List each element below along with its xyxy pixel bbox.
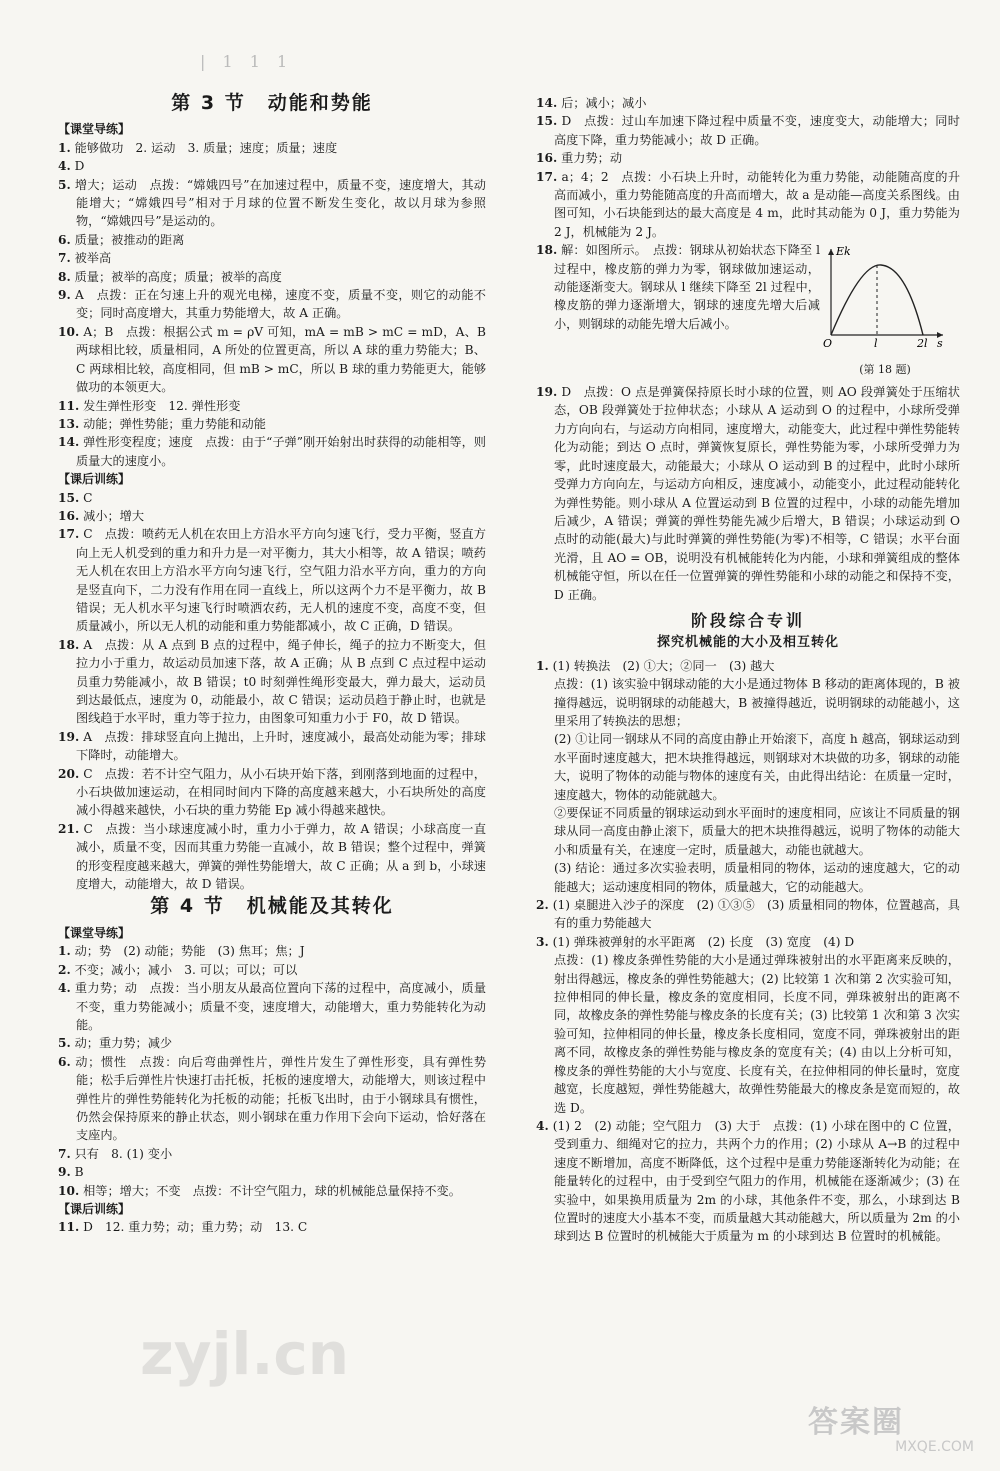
- site-logo: [808, 1397, 978, 1455]
- item-number: 16.: [58, 508, 80, 523]
- item-text: D 点拨：过山车加速下降过程中质量不变，速度变大，动能增大；同时高度下降，重力势能减小；故 D 正确。: [554, 114, 960, 147]
- ylabel-ek: Ek: [836, 245, 851, 259]
- item-number: 19.: [58, 729, 80, 744]
- item-number: 21.: [58, 821, 80, 836]
- answer-item: [58, 489, 486, 507]
- section3-name: 动能和势能: [267, 92, 373, 114]
- item-number: 7.: [58, 1146, 71, 1161]
- item-text: 发生弹性形变 12. 弹性形变: [83, 398, 241, 413]
- item-number: 16.: [536, 151, 558, 166]
- answer-item-19: [536, 383, 960, 604]
- tag-ketang: 【课堂导练】: [58, 122, 131, 137]
- item-text: 动；势 (2) 动能；势能 (3) 焦耳；焦；J: [74, 944, 305, 959]
- answer-item: [58, 268, 486, 286]
- answer-item: [58, 397, 486, 415]
- left-items-a: [58, 139, 486, 470]
- answer-item: [58, 433, 486, 470]
- answer-item: [58, 507, 486, 525]
- item-number: 11.: [58, 398, 80, 413]
- explanation-paragraph: ②要保证不同质量的钢球运动到水平面时的速度相同，应该让不同质量的钢球从同一高度由静止滚下，质量大的把木块推得越远，说明了物体的动能大小和质量有关，在速度一定时，质量越大，动能也就越大。: [554, 806, 960, 857]
- tag-ketang-2: 【课堂导练】: [58, 925, 131, 940]
- section4-number: 第 4 节: [150, 895, 225, 918]
- item-number: 15.: [536, 114, 558, 129]
- item-19-text: D 点拨：O 点是弹簧保持原长时小球的位置，则 AO 段弹簧处于压缩状态，OB 段弹簧处于拉伸状态；小球从 A 运动到 O 的过程中，小球所受弹力方向向右，与运动方向相同，速度增大，动能变大，此过程中弹性势能转化为动能；到达 O 点时，弹簧恢复原长，弹性势能为零，小球所受弹力为零，此时速度最大，动能最大；小球从 O 运动到 B 的过程中，此时小球所受弹力方向向左，与运动方向相反，速度减小，动能变小，此过程动能转化为弹性势能。则小球从 A 位置运动到 B 位置的过程中，小球的动能先增加后减少，A 错误；弹簧的弹性势能先减少后增大，B 错误；小球运动到 O 点时的动能(最大)与此时弹簧的弹性势能(为零)不相等，C 错误；水平台面光滑，且 AO = OB，说明没有机械能转化为内能，小球和弹簧组成的整体机械能守恒，所以在任一位置弹簧的弹性势能和小球的动能之和保持不变，D 正确。: [554, 385, 960, 602]
- answer-item-18: [536, 241, 960, 376]
- x-end-label: 2l: [917, 337, 928, 351]
- answer-item: [58, 1218, 486, 1236]
- answer-item: [536, 112, 960, 149]
- item-number: 10.: [58, 324, 80, 339]
- sub-title: 探究机械能的大小及相互转化: [656, 635, 839, 651]
- item-text: 减小；增大: [83, 508, 145, 523]
- item-text: A；B 点拨：根据公式 m = ρV 可知，mA = mB > mC = mD，A、B 两球相比较，质量相同，A 所处的位置更高，所以 A 球的重力势能大；B、C 两球相比较，高度相同，但 mB > mC，所以 B 球的重力势能更大，能够做功的本领更大。: [76, 324, 487, 395]
- tag-kehou: 【课后训练】: [58, 472, 131, 487]
- x-axis-label: s: [937, 337, 943, 351]
- item-number: 8.: [58, 269, 71, 284]
- explanation-paragraph: 点拨：(1) 橡皮条弹性势能的大小是通过弹珠被射出的水平距离来反映的，射出得越远，橡皮条的弹性势能越大；(2) 比较第 1 次和第 2 次实验可知，拉伸相同的伸长量，橡皮条的宽度相同，长度不同，弹珠被射出的距离不同，故橡皮条的弹性势能与橡皮条的长度有关；(3) 比较第 1 次和第 3 次实验可知，拉伸相同的伸长量，橡皮条长度相同，宽度不同，弹珠被射出的距离不同，故橡皮条的弹性势能与橡皮条的宽度有关；(4) 由以上分析可知，橡皮条的弹性势能的大小与宽度、长度有关，在拉伸相同的伸长量时，宽度越宽，长度越短，弹性势能越大，故弹性势能最大的橡皮条是宽而短的，故选 D。: [554, 953, 960, 1115]
- answer-item: [58, 820, 486, 894]
- item-number: 17.: [536, 169, 558, 184]
- item-number: 18.: [58, 637, 80, 652]
- item-text: 质量；被举的高度；质量；被举的高度: [74, 269, 282, 284]
- right-column: [536, 94, 960, 1246]
- item-text: 弹性形变程度；速度 点拨：由于“子弹”刚开始射出时获得的动能相等，则质量大的速度小。: [76, 435, 486, 468]
- section3-title: [58, 94, 486, 112]
- item-text: D 12. 重力势；动；重力势；动 13. C: [83, 1220, 308, 1235]
- answer-item: [536, 94, 960, 112]
- answer-item: [58, 323, 486, 397]
- explanation-paragraph: (2) ①让同一钢球从不同的高度由静止开始滚下，高度 h 越高，钢球运动到水平面时速度越大，把木块推得越远，则钢球对木块做的功多，钢球的动能大，说明了物体的动能与物体的速度有关，由此得出结论：在质量一定时，速度越大，物体的动能就越大。: [554, 732, 960, 802]
- left-column: [58, 90, 486, 1237]
- item-19-number: 19.: [536, 385, 558, 400]
- right-items-b: [536, 657, 960, 1246]
- item-text: a；4；2 点拨：小石块上升时，动能转化为重力势能，动能随高度的升高而减小，重力势能随高度的升高而增大，故 a 是动能—高度关系图线。由图可知，小石块能到达的最大高度是 4 m，此时其动能为 0 J，重力势能为 2 J，机械能为 2 J。: [554, 169, 961, 239]
- item-number: 5.: [58, 177, 71, 192]
- figure-18: [823, 243, 960, 379]
- item-number: 14.: [536, 96, 558, 110]
- item-text: (1) 弹珠被弹射的水平距离 (2) 长度 (3) 宽度 (4) D: [552, 934, 855, 949]
- item-text: 动；惯性 点拨：向后弯曲弹性片，弹性片发生了弹性形变，具有弹性势能；松手后弹性片快速打击托板，托板的速度增大，动能增大，则该过程中弹性片的弹性势能转化为托板的动能；托板飞出时，由于小钢球具有惯性，仍然会保持原来的静止状态，则小钢球在重力作用下会向下运动，恰好落在支座内。: [75, 1054, 487, 1143]
- watermark-zyjl: zyjl.cn: [140, 1320, 350, 1388]
- answer-item: [58, 1053, 486, 1145]
- item-18-number: 18.: [536, 243, 558, 258]
- answer-item: [58, 979, 486, 1034]
- item-number: 7.: [58, 251, 71, 266]
- item-number: 15.: [58, 490, 80, 505]
- answer-item: [58, 286, 486, 323]
- ek-s-graph: [821, 243, 949, 355]
- left-items-c: [58, 942, 486, 1200]
- item-text: 增大；运动 点拨：“嫦娥四号”在加速过程中，质量不变，速度增大，其动能增大；“嫦娥四号”相对于月球的位置不断发生变化，故以月球为参照物，“嫦娥四号”是运动的。: [74, 177, 486, 229]
- item-text: 后；减小；减小: [561, 96, 647, 110]
- answer-item: [58, 942, 486, 960]
- tag-kehou-2: 【课后训练】: [58, 1201, 131, 1216]
- item-text: 动能；弹性势能；重力势能和动能: [83, 416, 266, 431]
- answer-item: [58, 157, 486, 175]
- logo-url: MXQE.COM: [895, 1439, 974, 1455]
- item-number: 3.: [536, 934, 549, 949]
- x-mid-label: l: [874, 337, 878, 351]
- answer-item: [536, 149, 960, 167]
- left-items-d: [58, 1218, 486, 1236]
- item-text: (1) 桌腿进入沙子的深度 (2) ①③⑤ (3) 质量相同的物体，位置越高，具有的重力势能越大: [552, 898, 960, 931]
- answer-item: [58, 636, 486, 728]
- item-text: A 点拨：排球竖直向上抛出，上升时，速度减小，最高处动能为零；排球下降时，动能增大。: [76, 729, 486, 763]
- answer-item: [58, 1163, 486, 1181]
- item-18-text: 解：如图所示。 点拨：钢球从初始状态下降至 l 过程中，橡皮筋的弹力为零，钢球做加速运动，动能逐渐变大。钢球从 l 继续下降至 2l 过程中，橡皮筋的弹力逐渐增大，钢球的速度先增大后减小，则钢球的动能先增大后减小。: [554, 243, 821, 331]
- item-number: 1.: [58, 140, 71, 155]
- item-text: 重力势；动 点拨：当小朋友从最高位置向下荡的过程中，高度减小，质量不变，重力势能减小；质量不变，速度增大，动能增大，重力势能转化为动能。: [74, 981, 487, 1032]
- item-text: C 点拨：喷药无人机在农田上方沿水平方向匀速飞行，受力平衡，竖直方向上无人机受到的重力和升力是一对平衡力，其大小相等，故 A 错误；喷药无人机在农田上方沿水平方向匀速飞行，空气阻力沿水平方向，重力的方向是竖直向下，二力没有作用在同一直线上，所以这两个力不是平衡力，故 B 错误；无人机水平匀速飞行时喷洒农药，无人机的速度不变，高度不变，但质量减小，所以无人机的动能和重力势能都减小，故 C 正确，D 错误。: [76, 527, 486, 634]
- item-text: C 点拨：当小球速度减小时，重力小于弹力，故 A 错误；小球高度一直减小，质量不变，因而其重力势能一直减小，故 B 错误；整个过程中，弹簧的形变程度越来越大，弹簧的弹性势能增大，故 C 正确；从 a 到 b，小球速度增大，动能增大，故 D 错误。: [76, 821, 487, 892]
- item-text: 质量；被推动的距离: [74, 232, 185, 247]
- item-number: 4.: [58, 981, 71, 996]
- figure-18-caption: (第 18 题): [859, 362, 911, 376]
- answer-item: [58, 176, 486, 231]
- answer-item: [58, 231, 486, 249]
- right-items-a: [536, 94, 960, 241]
- section4-name: 机械能及其转化: [246, 895, 394, 918]
- item-number: 5.: [58, 1036, 71, 1051]
- item-number: 17.: [58, 527, 80, 542]
- answer-item: [58, 1145, 486, 1163]
- item-text: 重力势；动: [561, 151, 623, 166]
- explanation-paragraph: (3) 结论：通过多次实验表明，质量相同的物体，运动的速度越大，它的动能越大；运动速度相同的物体，质量越大，它的动能越大。: [554, 861, 960, 894]
- item-text: (1) 2 (2) 动能；空气阻力 (3) 大于 点拨：(1) 小球在图中的 C 位置，受到重力、细绳对它的拉力，共两个力的作用；(2) 小球从 A→B 的过程中速度不断增加，高度不断降低，这个过程中是重力势能逐渐转化为动能；在能量转化的过程中，由于受到空气阻力的作用，机械能在逐渐减少；(3) 在实验中，如果换用质量为 2m 的小球，其他条件不变，那么，小球到达 B 位置时的速度大小基本不变，而质量越大其动能越大，所以质量为 2m 的小球到达 B 位置时的机械能大于质量为 m 的小球到达 B 位置时的机械能。: [552, 1118, 960, 1244]
- answer-item: [536, 896, 960, 933]
- item-number: 1.: [536, 658, 549, 673]
- left-items-b: [58, 489, 486, 894]
- answer-item: [536, 1117, 960, 1246]
- item-number: 9.: [58, 1165, 71, 1180]
- item-number: 9.: [58, 288, 71, 303]
- stage-title: 阶段综合专训: [690, 610, 805, 630]
- item-number: 4.: [536, 1118, 549, 1133]
- item-text: 不变；减小；减小 3. 可以；可以；可以: [74, 962, 298, 977]
- item-number: 6.: [58, 232, 71, 247]
- header-mark: | 1 1 1: [200, 52, 294, 71]
- answer-item: [536, 933, 960, 951]
- item-number: 13.: [58, 416, 80, 431]
- item-number: 2.: [536, 898, 549, 913]
- answer-item: [58, 415, 486, 433]
- item-text: C 点拨：若不计空气阻力，从小石块开始下落，到刚落到地面的过程中，小石块做加速运动，在相同时间内下降的高度越来越大，小石块所处的高度减小得越来越快，小石块的重力势能 Ep 减小得越来越快。: [76, 766, 486, 818]
- item-number: 4.: [58, 159, 71, 174]
- item-number: 2.: [58, 962, 71, 977]
- item-text: B: [74, 1165, 84, 1180]
- item-number: 1.: [58, 944, 71, 959]
- answer-item: [58, 728, 486, 765]
- answer-item: [58, 961, 486, 979]
- answer-item: [58, 1182, 486, 1200]
- item-number: 10.: [58, 1183, 80, 1198]
- item-number: 20.: [58, 766, 80, 781]
- item-number: 14.: [58, 435, 80, 450]
- answer-item: [58, 1034, 486, 1052]
- answer-item: [58, 249, 486, 267]
- answer-item: [58, 139, 486, 157]
- answer-item: [536, 168, 960, 242]
- item-text: 动；重力势；减少: [74, 1036, 173, 1051]
- answer-item: [536, 657, 960, 675]
- answer-item: [58, 525, 486, 635]
- item-text: (1) 转换法 (2) ①大；②同一 (3) 越大: [552, 658, 775, 673]
- item-text: D: [74, 159, 85, 174]
- item-text: 被举高: [74, 251, 112, 266]
- explanation-paragraph: 点拨：(1) 该实验中钢球动能的大小是通过物体 B 移动的距离体现的，B 被撞得越远，说明钢球的动能越大，B 被撞得越近，说明钢球的动能越小，这里采用了转换法的思想；: [554, 677, 960, 728]
- item-number: 11.: [58, 1220, 80, 1235]
- answer-item: [58, 765, 486, 820]
- logo-text: 答案圈: [808, 1405, 904, 1440]
- item-text: 只有 8. (1) 变小: [74, 1146, 173, 1161]
- item-text: A 点拨：正在匀速上升的观光电梯，速度不变，质量不变，则它的动能不变；同时高度增大，其重力势能增大，故 A 正确。: [75, 288, 486, 321]
- section3-number: 第 3 节: [171, 92, 246, 114]
- item-number: 6.: [58, 1054, 71, 1069]
- origin-label: O: [823, 337, 833, 351]
- item-text: A 点拨：从 A 点到 B 点的过程中，绳子伸长，绳子的拉力不断变大，但拉力小于重力，故运动员加速下落，故 A 正确；从 B 点到 C 点过程中运动员重力势能减小，故 B 错误；t0 时刻弹性绳形变最大，弹力最大，运动员到达最低点，速度为 0，动能最小，故 C 错误；运动员趋于静止时，也就是图线趋于水平时，重力等于拉力，由图象可知重力小于 F0，故 D 错误。: [76, 637, 486, 726]
- item-text: 相等；增大；不变 点拨：不计空气阻力，球的机械能总量保持不变。: [83, 1183, 461, 1198]
- item-text: C: [83, 490, 93, 505]
- item-text: 能够做功 2. 运动 3. 质量；速度；质量；速度: [74, 140, 338, 155]
- section4-title: [58, 895, 486, 918]
